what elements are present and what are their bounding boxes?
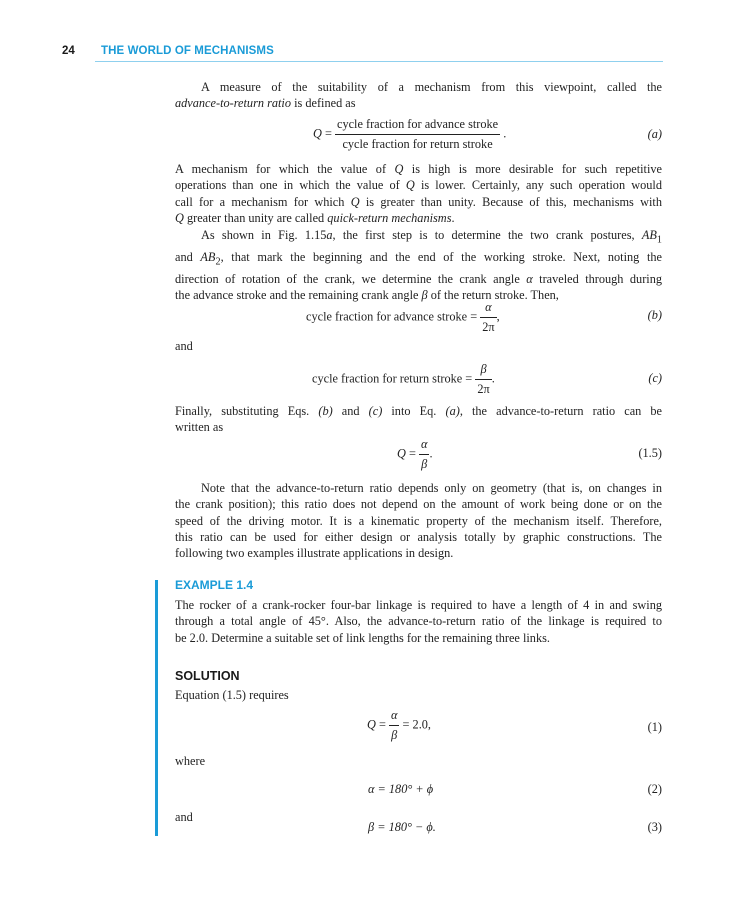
example-statement: The rocker of a crank-rocker four-bar linkage is required to have a length of 4 in and swing through a total angle of 45°. Also, the advance-to-return ratio of the linkage is required to be 2.0. Determine a suitable set of link lengths for the remaining three links. <box>175 598 662 645</box>
numerator: α <box>419 437 429 455</box>
eq-lhs: cycle fraction for return stroke <box>312 371 463 386</box>
equation-tag: (2) <box>647 782 662 796</box>
equation-tag: (c) <box>648 371 662 385</box>
page-header <box>57 43 663 63</box>
fraction <box>335 117 500 152</box>
eq-lhs: Q <box>397 446 406 461</box>
eq-lhs: Q <box>313 126 322 141</box>
text-line: A measure of the suitability of a mechanism from this viewpoint, called the <box>201 80 662 94</box>
connector-where: where <box>175 754 206 768</box>
numerator: α <box>480 300 496 318</box>
connector-and: and <box>175 810 193 824</box>
numerator: cycle fraction for advance stroke <box>335 117 500 135</box>
equation-b: cycle fraction for advance stroke = $\frac{\alpha}{2\pi}$ , <box>306 300 500 334</box>
denominator: β <box>391 728 398 742</box>
fraction <box>475 362 491 397</box>
numerator: α <box>389 708 399 726</box>
eq-lhs: Q <box>367 717 376 732</box>
text-line: advance-to-return ratio is defined as <box>175 96 356 111</box>
paragraph-definition <box>175 79 662 112</box>
equation-2: α = 180° + ϕ <box>368 782 434 796</box>
paragraph-crank-postures: As shown in Fig. 1.15a, the first step is to determine the two crank postures, $AB_1$ and $AB_2$, that mark the beginning and the end of the working stroke. Next, noting the direction of rotation of the crank, we determine the crank angle α traveled through during the advance stroke and the remaining crank angle β of the return stroke. Then, <box>175 228 663 302</box>
equation-tag: (a) <box>647 127 662 141</box>
equation-1: Q = $\frac{\alpha}{\beta}$ = 2.0, <box>367 708 431 742</box>
equation-tag: (b) <box>647 308 662 322</box>
denominator: β <box>421 457 428 471</box>
equation-c: cycle fraction for return stroke = $\frac{\beta}{2\pi}$ . <box>312 362 495 396</box>
paragraph-kinematic-property: Note that the advance-to-return ratio depends only on geometry (that is, on changes in the crank position); this ratio does not depend on the amount of work being done or on the speed of the driving motor. It is a kinematic property of the mechanism itself. Therefore, this ratio can be used for either design or analysis totally by graphic constructions. The following two examples illustrate applications in design. <box>175 481 662 561</box>
denominator: 2π <box>477 382 490 396</box>
equation-tag: (3) <box>647 820 662 834</box>
equation-a: Q = $\frac{\text{cycle fraction for advance stroke}}{\text{cycle fraction for return stroke}}$ . <box>313 117 507 151</box>
equation-3: β = 180° − ϕ. <box>368 820 436 834</box>
fraction <box>419 437 429 472</box>
running-head: THE WORLD OF MECHANISMS <box>101 45 274 57</box>
example-sidebar-rule <box>155 580 158 836</box>
denominator: 2π <box>482 320 495 334</box>
paragraph-substitution: Finally, substituting Eqs. (b) and (c) into Eq. (a), the advance-to-return ratio can be written as <box>175 404 662 435</box>
example-title: EXAMPLE 1.4 <box>175 578 254 592</box>
equation-tag: (1) <box>647 720 662 734</box>
denominator: cycle fraction for return stroke <box>342 137 493 151</box>
eq-rhs: = 2.0, <box>402 717 431 732</box>
equation-tag: (1.5) <box>638 446 662 460</box>
eq-lhs: cycle fraction for advance stroke <box>306 309 468 324</box>
paragraph-quick-return: A mechanism for which the value of Q is high is more desirable for such repetitive operations than one in which the value of Q is lower. Certainly, any such operation would call for a mechanism for which Q is greater than unity. Because of this, mechanisms with Q greater than unity are called quick-return mechanisms. <box>175 162 662 225</box>
fraction <box>389 708 399 743</box>
page-number: 24 <box>62 45 75 57</box>
solution-intro: Equation (1.5) requires <box>175 688 289 702</box>
solution-title: SOLUTION <box>175 669 240 683</box>
connector-and: and <box>175 339 193 353</box>
fraction <box>480 300 496 335</box>
header-rule <box>95 61 663 62</box>
equation-1-5: Q = $\frac{\alpha}{\beta}$ . <box>397 437 433 471</box>
term-advance-to-return: advance-to-return ratio <box>175 96 291 111</box>
term-quick-return: quick-return mechanisms <box>327 210 452 225</box>
numerator: β <box>475 362 491 380</box>
